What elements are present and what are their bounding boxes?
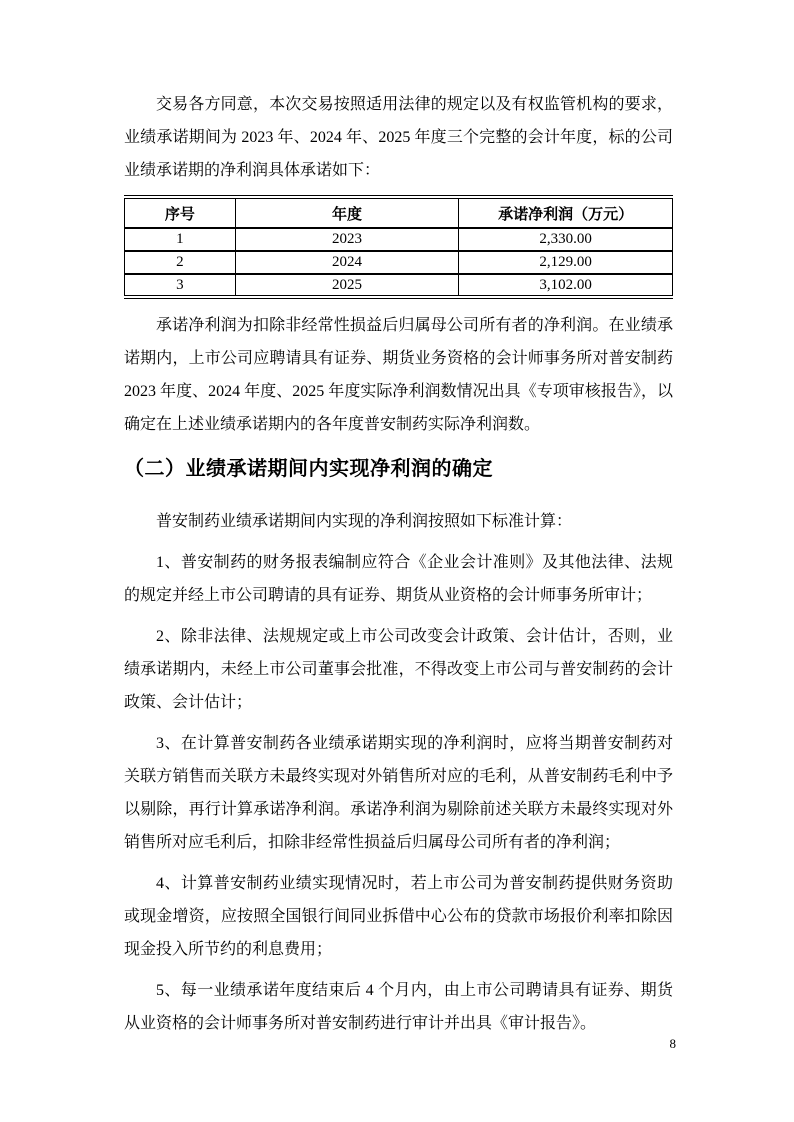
cell-profit: 3,102.00 [459, 274, 673, 297]
promised-net-profit-table [124, 195, 673, 299]
table-header-promised-profit: 承诺净利润（万元） [459, 197, 673, 228]
post-table-paragraph: 承诺净利润为扣除非经常性损益后归属母公司所有者的净利润。在业绩承诺期内，上市公司应聘请具有证券、期货业务资格的会计师事务所对普安制药 2023 年度、2024 年度、2025 年度实际净利润数情况出具《专项审核报告》，以确定在上述业绩承诺期内的各年度普安制药实际净利润数。 [124, 317, 673, 433]
table-row [125, 228, 673, 251]
table-row [125, 251, 673, 274]
cell-seq: 3 [125, 274, 236, 297]
cell-year: 2025 [235, 274, 459, 297]
table-header-year: 年度 [235, 197, 459, 228]
calc-intro-paragraph: 普安制药业绩承诺期间内实现的净利润按照如下标准计算： [156, 513, 573, 530]
document-content [124, 88, 673, 1048]
table-header-row [125, 197, 673, 228]
table-header-seq: 序号 [125, 197, 236, 228]
cell-seq: 1 [125, 228, 236, 251]
list-item-2: 2、除非法律、法规规定或上市公司改变会计政策、会计估计，否则，业绩承诺期内，未经上市公司董事会批准，不得改变上市公司与普安制药的会计政策、会计估计； [124, 628, 673, 711]
list-item-3: 3、在计算普安制药各业绩承诺期实现的净利润时，应将当期普安制药对关联方销售而关联方未最终实现对外销售所对应的毛利，从普安制药毛利中予以剔除，再行计算承诺净利润。承诺净利润为剔除前述关联方未最终实现对外销售所对应毛利后，扣除非经常性损益后归属母公司所有者的净利润； [124, 735, 673, 851]
list-item-1: 1、普安制药的财务报表编制应符合《企业会计准则》及其他法律、法规的规定并经上市公司聘请的具有证券、期货从业资格的会计师事务所审计； [124, 554, 673, 604]
cell-year: 2024 [235, 251, 459, 274]
table-row [125, 274, 673, 297]
list-item-4: 4、计算普安制药业绩实现情况时，若上市公司为普安制药提供财务资助或现金增资，应按照全国银行间同业拆借中心公布的贷款市场报价利率扣除因现金投入所节约的利息费用； [124, 875, 673, 958]
list-item-5: 5、每一业绩承诺年度结束后 4 个月内，由上市公司聘请具有证券、期货从业资格的会计师事务所对普安制药进行审计并出具《审计报告》。 [124, 982, 673, 1032]
cell-seq: 2 [125, 251, 236, 274]
intro-paragraph: 交易各方同意，本次交易按照适用法律的规定以及有权监管机构的要求，业绩承诺期间为 2023 年、2024 年、2025 年度三个完整的会计年度，标的公司业绩承诺期的净利润具体承诺如下： [124, 96, 673, 179]
page-number: 8 [669, 1036, 676, 1051]
cell-profit: 2,129.00 [459, 251, 673, 274]
section-heading: （二）业绩承诺期间内实现净利润的确定 [124, 458, 493, 480]
cell-profit: 2,330.00 [459, 228, 673, 251]
cell-year: 2023 [235, 228, 459, 251]
